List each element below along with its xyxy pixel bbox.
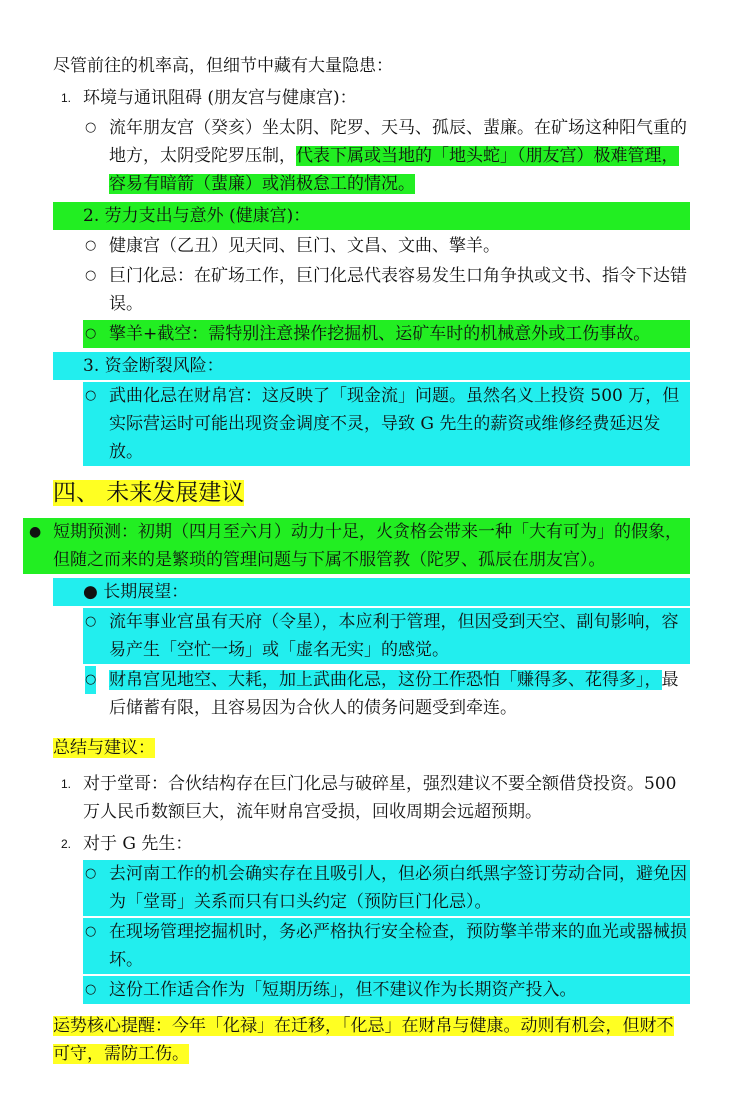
core-reminder	[53, 1012, 690, 1068]
risk-item-3	[53, 352, 690, 466]
list-item	[83, 666, 690, 722]
intro-paragraph: 尽管前往的机率高，但细节中藏有大量隐患：	[53, 56, 393, 76]
risk-sublist	[83, 232, 690, 348]
list-item-text: 健康宫（乙丑）见天同、巨门、文昌、文曲、擎羊。	[109, 236, 500, 256]
summary-heading-text: 总结与建议：	[53, 738, 155, 758]
list-item	[83, 976, 690, 1004]
circle-bullet-icon: ○	[85, 614, 97, 629]
circle-bullet-icon: ○	[85, 120, 97, 135]
section-heading-text: 四、 未来发展建议	[53, 480, 245, 506]
risk-list	[53, 84, 690, 466]
circle-bullet-icon: ○	[85, 924, 97, 939]
circle-bullet-icon: ○	[85, 326, 97, 341]
circle-bullet-icon: ○	[85, 238, 97, 253]
advice-text: 短期预测：初期（四月至六月）动力十足，火贪格会带来一种「大有可为」的假象，但随之而来的是繁琐的管理问题与下属不服管教（陀罗、孤辰在朋友宫）。	[53, 522, 682, 570]
circle-bullet-icon: ○	[85, 666, 96, 694]
advice-item-long-term	[53, 578, 690, 722]
risk-sublist	[83, 114, 690, 198]
disc-bullet-icon: ●	[29, 524, 42, 540]
disc-bullet-icon: ●	[83, 582, 98, 602]
recommendation-text: 对于堂哥：合伙结构存在巨门化忌与破碎星，强烈建议不要全额借贷投资。500 万人民币数额巨大，流年财帛宫受损，回收周期会远超预期。	[83, 774, 677, 822]
advice-sublist	[83, 608, 690, 722]
advice-item-short-term	[23, 518, 690, 574]
list-item	[83, 382, 690, 466]
list-item	[83, 114, 690, 198]
risk-title: 环境与通讯阻碍 (朋友宫与健康宫)：	[83, 88, 357, 108]
list-item	[83, 262, 690, 318]
advice-list	[29, 518, 690, 722]
circle-bullet-icon: ○	[85, 982, 97, 997]
list-item-text: 流年朋友宫（癸亥）坐太阴、陀罗、天马、孤辰、蜚廉。在矿场这种阳气重的地方，太阴受陀罗压制，	[109, 118, 687, 166]
recommendation-list	[53, 770, 690, 1004]
list-item-text: 巨门化忌：在矿场工作，巨门化忌代表容易发生口角争执或文书、指令下达错误。	[109, 266, 687, 314]
list-number: 3.	[83, 356, 100, 376]
risk-sublist	[83, 382, 690, 466]
circle-bullet-icon: ○	[85, 268, 97, 283]
list-number: 1.	[61, 91, 72, 105]
risk-title: 资金断裂风险：	[104, 356, 224, 376]
section-heading	[53, 476, 690, 510]
list-item	[83, 320, 690, 348]
circle-bullet-icon: ○	[85, 866, 97, 881]
advice-text: 长期展望：	[103, 582, 189, 602]
list-number: 2.	[83, 206, 100, 226]
list-item-text: 去河南工作的机会确实存在且吸引人，但必须白纸黑字签订劳动合同，避免因为「堂哥」关系而只有口头约定（预防巨门化忌）。	[109, 864, 687, 912]
list-item	[83, 608, 690, 664]
list-item-text: 最后储蓄有限，且容易因为合伙人的债务问题受到牵连。	[109, 670, 679, 718]
list-number: 1.	[61, 777, 72, 791]
list-item-text: 流年事业宫虽有天府（令星），本应利于管理，但因受到天空、副旬影响，容易产生「空忙一场」或「虚名无实」的感觉。	[109, 612, 679, 660]
list-item	[83, 232, 690, 260]
circle-bullet-icon: ○	[85, 388, 97, 403]
list-item-text: 在现场管理挖掘机时，务必严格执行安全检查，预防擎羊带来的血光或器械损坏。	[109, 922, 687, 970]
list-item	[83, 860, 690, 916]
summary-heading	[53, 734, 690, 762]
list-item-text: 擎羊+截空：需特别注意操作挖掘机、运矿车时的机械意外或工伤事故。	[109, 324, 651, 344]
highlighted-title-row	[53, 352, 690, 380]
recommendation-item-2	[53, 830, 690, 1004]
risk-title: 劳力支出与意外 (健康宫)：	[104, 206, 311, 226]
risk-item-2	[53, 202, 690, 348]
highlighted-title-row	[53, 202, 690, 230]
highlighted-text: 代表下属或当地的「地头蛇」（朋友宫）极难管理，容易有暗箭（蜚廉）或消极怠工的情况。	[109, 146, 679, 194]
recommendation-item-1	[53, 770, 690, 826]
list-item-text: 这份工作适合作为「短期历练」，但不建议作为长期资产投入。	[109, 980, 577, 1000]
core-reminder-text: 运势核心提醒：今年「化禄」在迁移，「化忌」在财帛与健康。动则有机会，但财不可守，需防工伤。	[53, 1016, 674, 1064]
recommendation-sublist	[83, 860, 690, 1004]
highlighted-text: 财帛宫见地空、大耗，加上武曲化忌，这份工作恐怕「赚得多、花得多」，	[109, 670, 662, 690]
list-item	[83, 918, 690, 974]
list-number: 2.	[61, 837, 72, 851]
recommendation-text: 对于 G 先生：	[83, 834, 193, 854]
risk-item-1	[53, 84, 690, 198]
highlighted-title-row	[53, 578, 690, 606]
document-page	[0, 52, 740, 1068]
list-item-text: 武曲化忌在财帛宫：这反映了「现金流」问题。虽然名义上投资 500 万，但实际营运时可能出现资金调度不灵，导致 G 先生的薪资或维修经费延迟发放。	[109, 386, 680, 462]
